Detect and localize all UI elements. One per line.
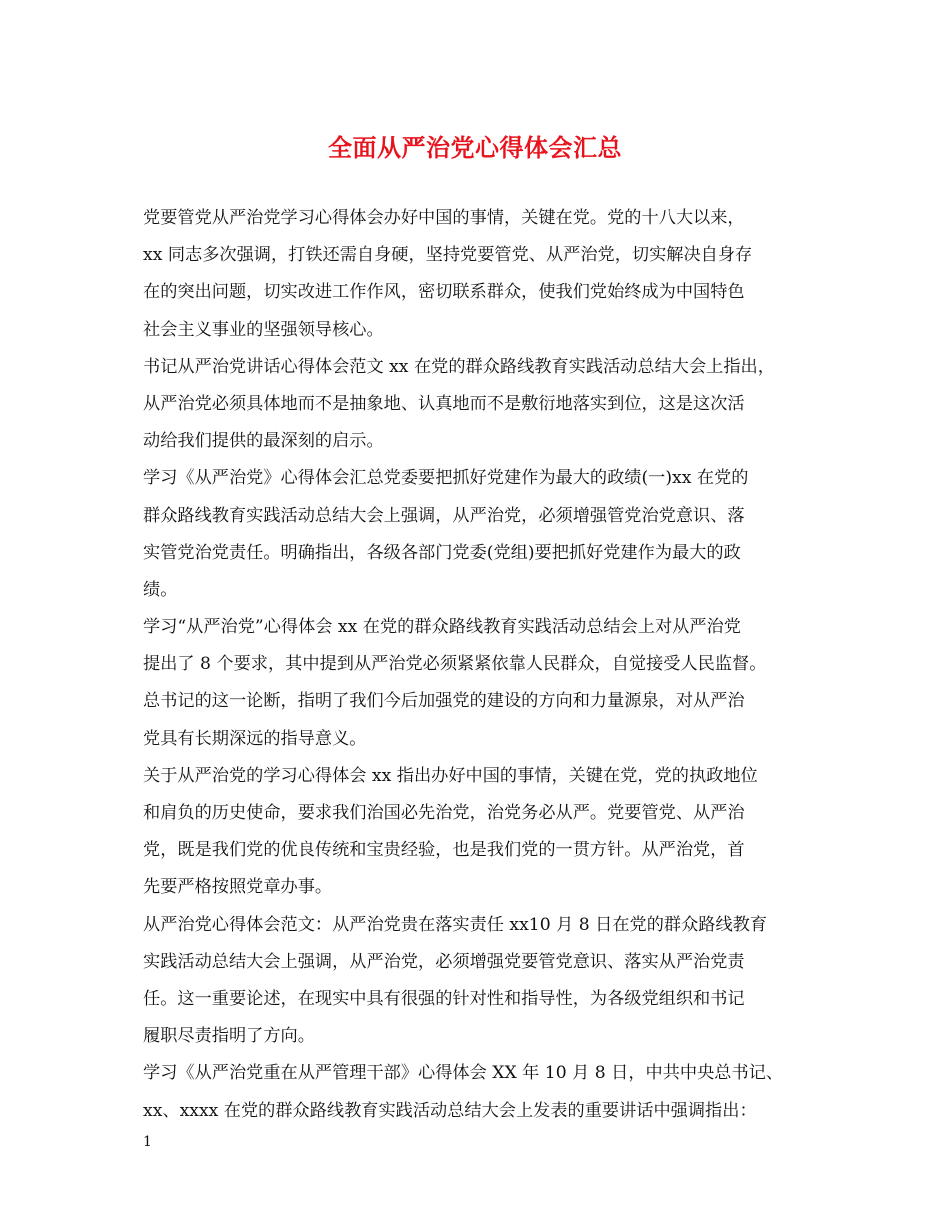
body-line: 动给我们提供的最深刻的启示。 — [143, 431, 384, 452]
body-line: 书记从严治党讲话心得体会范文 xx 在党的群众路线教育实践活动总结大会上指出， — [143, 356, 775, 377]
body-line: xx、xxxx 在党的群众路线教育实践活动总结大会上发表的重要讲话中强调指出： — [143, 1100, 757, 1121]
body-line: 党，既是我们党的优良传统和宝贵经验，也是我们党的一贯方针。从严治党，首 — [143, 840, 745, 861]
body-line: 实管党治党责任。明确指出，各级各部门党委(党组)要把抓好党建作为最大的政 — [143, 542, 741, 563]
body-line: 在的突出问题，切实改进工作作风，密切联系群众，使我们党始终成为中国特色 — [143, 282, 745, 303]
body-line: 学习《从严治党》心得体会汇总党委要把抓好党建作为最大的政绩(一)xx 在党的 — [143, 468, 749, 489]
body-line: 学习《从严治党重在从严管理干部》心得体会 XX 年 10 月 8 日，中共中央总书记、 — [143, 1063, 784, 1084]
document-body — [143, 200, 823, 1130]
body-line: 从严治党心得体会范文：从严治党贵在落实责任 xx10 月 8 日在党的群众路线教育 — [143, 914, 768, 935]
body-line: 先要严格按照党章办事。 — [143, 877, 333, 898]
body-line: 绩。 — [143, 579, 178, 600]
body-line: 任。这一重要论述，在现实中具有很强的针对性和指导性，为各级党组织和书记 — [143, 988, 745, 1009]
document-title: 全面从严治党心得体会汇总 — [328, 133, 622, 162]
body-line: 和肩负的历史使命，要求我们治国必先治党，治党务必从严。党要管党、从严治 — [143, 803, 745, 823]
body-line: 实践活动总结大会上强调，从严治党，必须增强党要管党意识、落实从严治党责 — [143, 951, 745, 972]
page-number: 1 — [143, 1134, 152, 1150]
body-line: 关于从严治党的学习心得体会 xx 指出办好中国的事情，关键在党，党的执政地位 — [143, 765, 758, 786]
body-line: 从严治党必须具体地而不是抽象地、认真地而不是敷衍地落实到位，这是这次活 — [143, 393, 745, 414]
body-line: 党具有长期深远的指导意义。 — [143, 728, 367, 749]
body-line: xx 同志多次强调，打铁还需自身硬，坚持党要管党、从严治党，切实解决自身存 — [143, 245, 753, 266]
body-line: 提出了 8 个要求，其中提到从严治党必须紧紧依靠人民群众，自觉接受人民监督。 — [143, 654, 767, 675]
body-line: 履职尽责指明了方向。 — [143, 1026, 315, 1047]
body-line: 群众路线教育实践活动总结大会上强调，从严治党，必须增强管党治党意识、落 — [143, 505, 745, 526]
body-line: 社会主义事业的坚强领导核心。 — [143, 319, 384, 340]
body-line: 总书记的这一论断，指明了我们今后加强党的建设的方向和力量源泉，对从严治 — [143, 691, 745, 712]
body-line: 学习“从严治党”心得体会 xx 在党的群众路线教育实践活动总结会上对从严治党 — [143, 617, 741, 638]
body-line: 党要管党从严治党学习心得体会办好中国的事情，关键在党。党的十八大以来， — [143, 208, 745, 228]
